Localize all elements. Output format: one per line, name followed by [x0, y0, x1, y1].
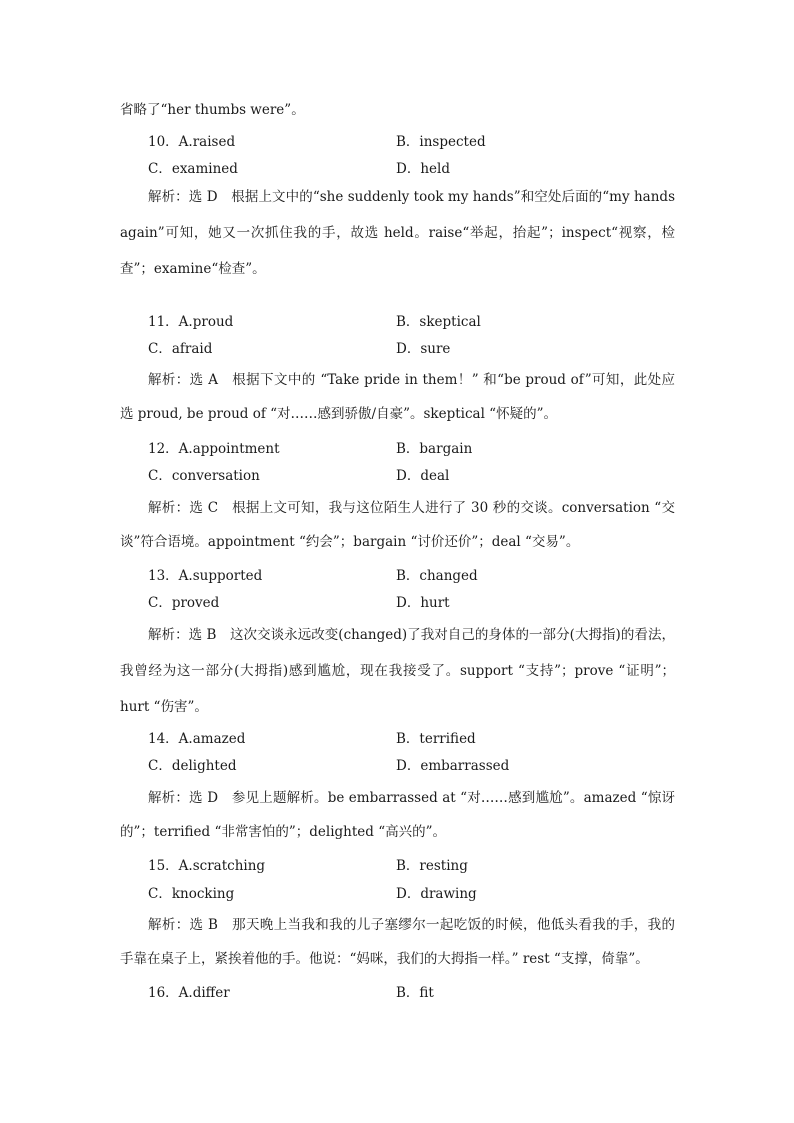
q14-option-a: 14．A.amazed [148, 731, 246, 747]
q11-option-a: 11．A.proud [148, 314, 234, 330]
q13-option-d: D．hurt [396, 595, 450, 611]
q10-option-b: B．inspected [396, 134, 486, 150]
q15-option-c: C．knocking [148, 886, 235, 902]
q16-option-b: B．fit [396, 985, 434, 1001]
q13-analysis: 解析：选 B 这次交谈永远改变(changed)了我对自己的身体的一部分(大拇指)的看法，我曾经为这一部分(大拇指)感到尴尬，现在我接受了。support “支持”；prove “证明”；hurt “伤害”。 [120, 627, 675, 715]
q10-option-c: C．examined [148, 161, 238, 177]
q11-option-c: C．afraid [148, 341, 213, 357]
q10-analysis: 解析：选 D 根据上文中的“she suddenly took my hands”和空处后面的“my hands again”可知，她又一次抓住我的手，故选 held。raise“举起，抬起”；inspect“视察，检查”；examine“检查”。 [120, 189, 675, 277]
q11-option-b: B．skeptical [396, 314, 481, 330]
q10-option-a: 10．A.raised [148, 134, 236, 150]
q12-option-d: D．deal [396, 468, 450, 484]
q15-option-d: D．drawing [396, 886, 477, 902]
q13-option-a: 13．A.supported [148, 568, 263, 584]
q14-analysis: 解析：选 D 参见上题解析。be embarrassed at “对……感到尴尬”。amazed “惊讶的”；terrified “非常害怕的”；delighted “高兴的”。 [120, 790, 675, 840]
q15-option-a: 15．A.scratching [148, 858, 266, 874]
q11-option-d: D．sure [396, 341, 451, 357]
q12-option-c: C．conversation [148, 468, 260, 484]
q12-option-b: B．bargain [396, 441, 473, 457]
q13-option-b: B．changed [396, 568, 478, 584]
intro-line: 省略了“her thumbs were”。 [120, 102, 305, 118]
q16-option-a: 16．A.differ [148, 985, 230, 1001]
q11-analysis: 解析：选 A 根据下文中的 “Take pride in them！” 和“be proud of”可知，此处应选 proud, be proud of “对……感到骄傲/自豪”。skeptical “怀疑的”。 [120, 372, 675, 422]
q10-option-d: D．held [396, 161, 450, 177]
q15-analysis: 解析：选 B 那天晚上当我和我的儿子塞缪尔一起吃饭的时候，他低头看我的手，我的手靠在桌子上，紧挨着他的手。他说：“妈咪，我们的大拇指一样。” rest “支撑，倚靠”。 [120, 917, 675, 967]
q14-option-c: C．delighted [148, 758, 237, 774]
q12-analysis: 解析：选 C 根据上文可知，我与这位陌生人进行了 30 秒的交谈。conversation “交谈”符合语境。appointment “约会”；bargain “讨价还价”；deal “交易”。 [120, 500, 675, 550]
q12-option-a: 12．A.appointment [148, 441, 280, 457]
q14-option-d: D．embarrassed [396, 758, 510, 774]
q13-option-c: C．proved [148, 595, 220, 611]
q14-option-b: B．terrified [396, 731, 476, 747]
q15-option-b: B．resting [396, 858, 468, 874]
